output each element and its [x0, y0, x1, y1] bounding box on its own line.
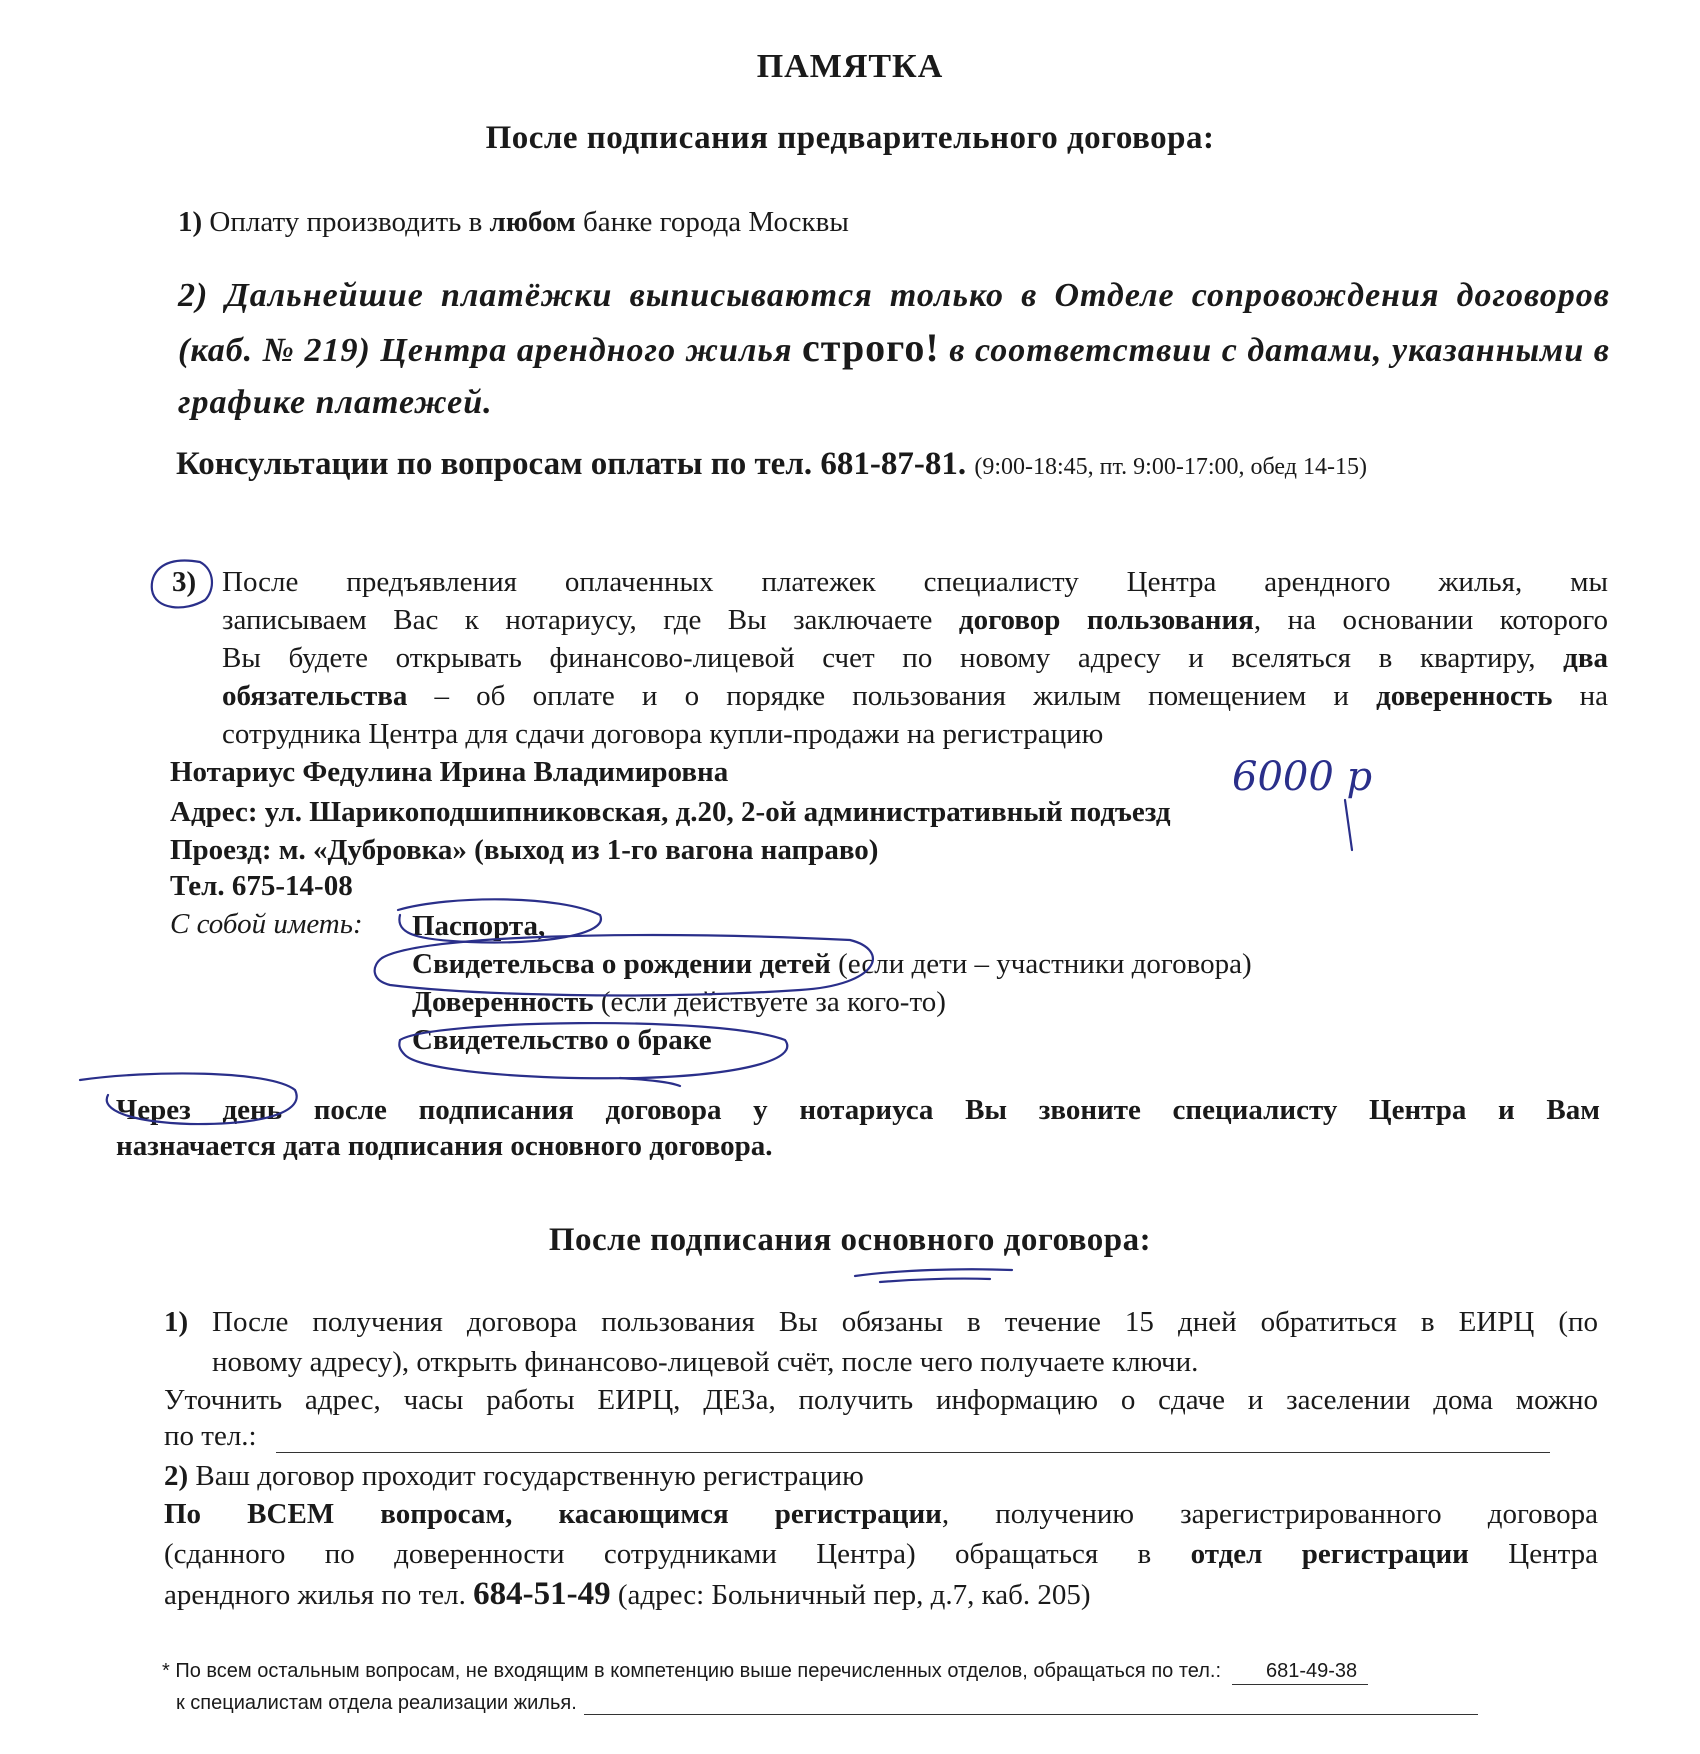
- section2-heading: После подписания основного договора:: [548, 1222, 1152, 1258]
- section2-item1-number: 1): [164, 1306, 189, 1338]
- doc-passports: Паспорта,: [412, 910, 546, 942]
- item-number: 2): [164, 1460, 189, 1492]
- registration-line3: [164, 1576, 1091, 1613]
- doc-marriage-certificate: Свидетельство о браке: [412, 1024, 712, 1056]
- item1-text-c: банке города Москвы: [583, 206, 849, 238]
- section1-heading: После подписания предварительного договора:: [485, 120, 1215, 156]
- mark-amount-stroke: [1345, 800, 1352, 850]
- item3-power-of-attorney: доверенность: [1376, 680, 1553, 712]
- item1-emphasis: любом: [489, 206, 576, 238]
- doc-birth-title: Свидетельсва о рождении детей: [412, 948, 831, 980]
- consultation-hours: (9:00-18:45, пт. 9:00-17:00, обед 14-15): [974, 454, 1367, 480]
- item3-line2-a: записываем Вас к нотариусу, где Вы заключаете: [222, 604, 933, 636]
- section1-item1: [178, 206, 849, 239]
- registration-all-questions: По ВСЕМ вопросам, касающимся регистрации: [164, 1498, 942, 1530]
- registration-department: отдел регистрации: [1190, 1538, 1469, 1570]
- notary-phone: Тел. 675-14-08: [170, 870, 353, 902]
- item3-two: два: [1563, 642, 1609, 674]
- notary-address: Адрес: ул. Шарикоподшипниковская, д.20, 2-ой административный подъезд: [170, 796, 1171, 828]
- memo-title: ПАМЯТКА: [756, 48, 944, 85]
- registration-line3-a: арендного жилья по тел.: [164, 1579, 466, 1611]
- item3-contract: договор пользования: [958, 604, 1254, 636]
- item-number: 1): [178, 206, 203, 238]
- registration-line1-b: , получению зарегистрированного договора: [941, 1498, 1598, 1530]
- item2-text-2: в соответствии с датами, указанными в графике платежей.: [178, 332, 1611, 421]
- item3-line4-b: – об оплате и о порядке пользования жилым помещением и: [434, 680, 1349, 712]
- section1-item3-number: 3): [172, 566, 197, 598]
- clarify-line1: Уточнить адрес, часы работы ЕИРЦ, ДЕЗа, получить информацию о сдаче и заселении дома можно: [164, 1384, 1598, 1416]
- item2-text: Ваш договор проходит государственную регистрацию: [195, 1460, 864, 1492]
- doc-poa-title: Доверенность: [412, 986, 594, 1018]
- registration-line2: [164, 1538, 1598, 1571]
- after-day-line1: Через день после подписания договора у нотариуса Вы звоните специалисту Центра и Вам: [116, 1094, 1600, 1126]
- footnote-phone: 681-49-38: [1266, 1660, 1358, 1682]
- notary-name: Нотариус Федулина Ирина Владимировна: [170, 756, 729, 788]
- footnote-line2: к специалистам отдела реализации жилья.: [176, 1692, 577, 1714]
- registration-address: (адрес: Больничный пер, д.7, каб. 205): [617, 1579, 1091, 1611]
- doc-power-of-attorney: [412, 986, 946, 1019]
- doc-birth-note: (если дети – участники договора): [838, 948, 1252, 980]
- underline-marriage: [620, 1078, 680, 1086]
- item3-line4-d: на: [1579, 680, 1608, 712]
- item2-strict: строго!: [802, 325, 940, 370]
- notary-route: Проезд: м. «Дубровка» (выход из 1-го вагона направо): [170, 834, 879, 866]
- doc-poa-note: (если действуете за кого-то): [600, 986, 946, 1018]
- item3-line5: сотрудника Центра для сдачи договора купли-продажи на регистрацию: [222, 718, 1104, 750]
- registration-line1: [164, 1498, 1598, 1531]
- footnote-fill-line: [584, 1714, 1478, 1715]
- item3-line2-c: , на основании которого: [1253, 604, 1608, 636]
- section2-item1-line1: После получения договора пользования Вы обязаны в течение 15 дней обратиться в ЕИРЦ (по: [212, 1306, 1598, 1338]
- footnote-line1: * По всем остальным вопросам, не входящим в компетенцию выше перечисленных отделов, обращаться по тел.:: [162, 1660, 1222, 1682]
- registration-line2-c: Центра: [1508, 1538, 1599, 1570]
- clarify-line2: по тел.:: [164, 1420, 257, 1452]
- item3-line1: После предъявления оплаченных платежек специалисту Центра арендного жилья, мы: [222, 566, 1608, 598]
- section2-item2: [164, 1460, 864, 1493]
- after-day-line2: назначается дата подписания основного договора.: [116, 1130, 773, 1162]
- phone-fill-line: [276, 1452, 1550, 1453]
- consultation-line: [176, 446, 1367, 483]
- item3-obligations: обязательства: [222, 680, 408, 712]
- item1-text-a: Оплату производить в: [209, 206, 483, 238]
- section2-item1-line2: новому адресу), открыть финансово-лицевой счёт, после чего получаете ключи.: [212, 1346, 1199, 1378]
- registration-line2-a: (сданного по доверенности сотрудниками Центра) обращаться в: [164, 1538, 1152, 1570]
- footnote-phone-underline: [1232, 1684, 1368, 1685]
- item2-text-1: 2) Дальнейшие платёжки выписываются только в Отделе сопровождения договоров (каб. № 219) Центра арендного жилья: [178, 277, 1610, 369]
- registration-phone: 684-51-49: [473, 1576, 611, 1612]
- section1-item2: [178, 270, 1610, 429]
- item3-line3: [222, 642, 1608, 675]
- doc-birth-certificates: [412, 948, 1252, 981]
- handwritten-amount: 6000 р: [1232, 754, 1373, 800]
- bring-label: С собой иметь:: [170, 908, 363, 940]
- underline-section2-heading: [855, 1269, 1012, 1276]
- item3-line2: [222, 604, 1608, 637]
- item3-line4: [222, 680, 1608, 713]
- item3-line3-a: Вы будете открывать финансово-лицевой счет по новому адресу и вселяться в квартиру,: [222, 642, 1536, 674]
- consultation-main: Консультации по вопросам оплаты по тел. 681-87-81.: [176, 446, 967, 482]
- underline-section2-heading-2: [880, 1279, 990, 1282]
